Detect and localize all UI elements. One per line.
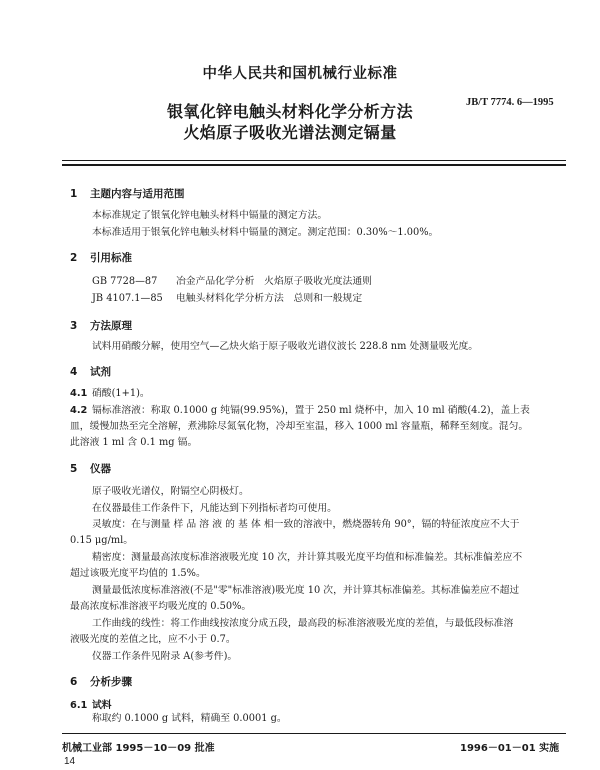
standard-code: JB/T 7774. 6—1995	[466, 97, 554, 108]
section-6-title: 分析步骤	[90, 676, 132, 688]
item-4-2-line-1	[70, 404, 530, 417]
footer-rule	[62, 733, 566, 734]
standard-type-heading: 中华人民共和国机械行业标准	[202, 66, 398, 82]
item-4-2-line-3: 此溶液 1 ml 含 0.1 mg 镉。	[70, 437, 198, 448]
reference-code: GB 7728—87	[92, 276, 158, 287]
section-2-heading	[70, 250, 132, 265]
document-title-line-1: 银氧化锌电触头材料化学分析方法	[166, 102, 413, 121]
section-5-number: 5	[70, 463, 78, 475]
section-1-heading	[70, 186, 185, 201]
section-1-paragraph-1: 本标准规定了银氧化锌电触头材料中镉量的测定方法。	[92, 210, 328, 221]
section-3-number: 3	[70, 320, 78, 332]
item-6-1-number: 6.1	[70, 700, 88, 711]
effective-date: 1996－01－01 实施	[460, 743, 560, 754]
section-3-heading	[70, 318, 132, 333]
reference-code: JB 4107.1—85	[92, 293, 163, 304]
section-1-number: 1	[70, 188, 78, 200]
reference-item	[92, 275, 372, 288]
section-5-line-1: 原子吸收光谱仪，附镉空心阴极灯。	[92, 486, 249, 497]
linearity-line-1: 工作曲线的线性：将工作曲线按浓度分成五段，最高段的标准溶液吸光度的差值，与最低段标准溶	[92, 618, 514, 629]
reference-title: 冶金产品化学分析 火焰原子吸收光度法通则	[176, 276, 372, 287]
section-5-title: 仪器	[90, 463, 111, 475]
section-4-title: 试剂	[90, 366, 111, 378]
sensitivity-line-1: 灵敏度：在与测量 样 品 溶 液 的 基 体 相一致的溶液中，燃烧器转角 90°，镉的特征浓度应不大于	[92, 519, 520, 530]
item-6-1-title: 试料	[92, 700, 112, 711]
header-rule-thick	[62, 164, 566, 166]
item-4-1-text: 硝酸(1+1)。	[92, 388, 150, 399]
instrument-conditions-note: 仪器工作条件见附录 A(参考件)。	[92, 651, 238, 662]
item-6-1-text: 称取约 0.1000 g 试料，精确至 0.0001 g。	[92, 713, 287, 724]
section-6-heading	[70, 674, 132, 689]
item-6-1-heading	[70, 697, 112, 711]
approval-date: 机械工业部 1995－10－09 批准	[62, 743, 215, 754]
reference-title: 电触头材料化学分析方法 总则和一般规定	[176, 293, 363, 304]
section-1-paragraph-2: 本标准适用于银氧化锌电触头材料中镉量的测定。测定范围：0.30%～1.00%。	[92, 227, 439, 238]
section-4-number: 4	[70, 366, 78, 378]
header-rule-thin	[62, 160, 566, 161]
item-4-1	[70, 387, 150, 400]
linearity-line-2: 液吸光度的差值之比，应不小于 0.7。	[70, 634, 236, 645]
section-2-number: 2	[70, 252, 78, 264]
item-4-1-number: 4.1	[70, 388, 88, 399]
section-4-heading	[70, 364, 111, 379]
reference-item	[92, 292, 362, 305]
precision-line-1: 精密度：测量最高浓度标准溶液吸光度 10 次，并计算其吸光度平均值和标准偏差。其标准偏差应不	[92, 552, 523, 563]
section-3-title: 方法原理	[90, 320, 132, 332]
section-6-number: 6	[70, 676, 78, 688]
sensitivity-line-2: 0.15 μg/ml。	[70, 535, 134, 546]
item-4-2-line-2: 皿，缓慢加热至完全溶解，煮沸除尽氮氧化物，冷却至室温，移入 1000 ml 容量瓶，稀释至刻度。混匀。	[70, 421, 529, 432]
page-number: 14	[64, 756, 76, 767]
section-2-title: 引用标准	[90, 252, 132, 264]
precision-line-2: 超过该吸光度平均值的 1.5%。	[70, 568, 206, 579]
section-5-heading	[70, 461, 111, 476]
section-3-paragraph: 试料用硝酸分解，使用空气—乙炔火焰于原子吸收光谱仪波长 228.8 nm 处测量吸光度。	[92, 341, 479, 352]
section-5-line-2: 在仪器最佳工作条件下，凡能达到下列指标者均可使用。	[92, 503, 337, 514]
section-1-title: 主题内容与适用范围	[90, 188, 185, 200]
document-title-line-2: 火焰原子吸收光谱法测定镉量	[183, 123, 397, 142]
precision-low-line-1: 测量最低浓度标准溶液(不是"零"标准溶液)吸光度 10 次，并计算其标准偏差。其标准偏差应不超过	[92, 585, 520, 596]
item-4-2-text: 镉标准溶液：称取 0.1000 g 纯镉(99.95%)，置于 250 ml 烧杯中，加入 10 ml 硝酸(4.2)，盖上表	[92, 405, 530, 416]
precision-low-line-2: 最高浓度标准溶液平均吸光度的 0.50%。	[70, 601, 252, 612]
item-4-2-number: 4.2	[70, 405, 88, 416]
